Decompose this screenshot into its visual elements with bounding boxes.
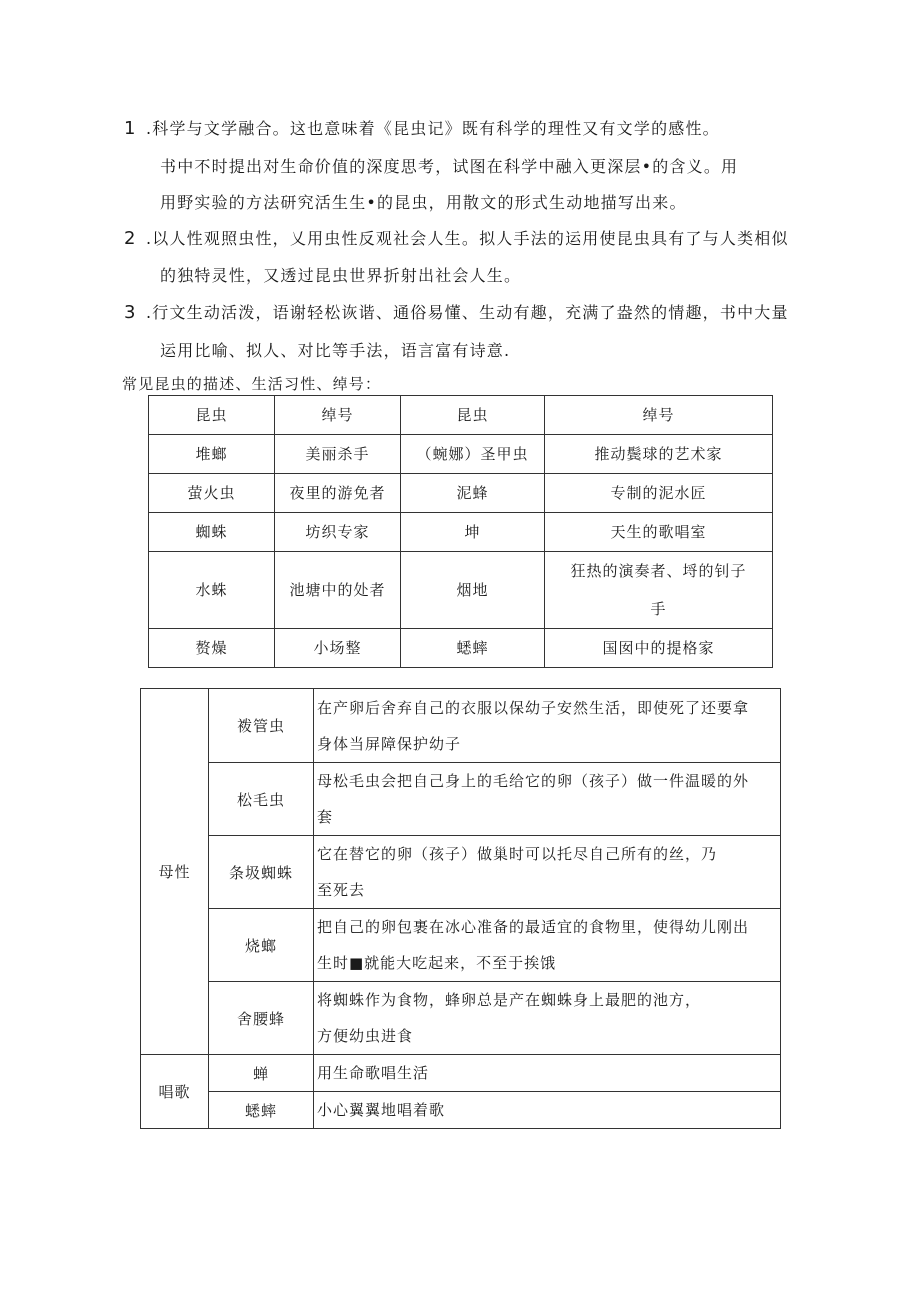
insect-cell: 舍腰蜂: [209, 982, 314, 1055]
nickname-line-1: 狂热的演奏者、埒的钊子: [570, 562, 747, 580]
trait-cell-singing: 唱歌: [141, 1055, 209, 1129]
description-line: 至死去: [317, 881, 366, 899]
nickname-cell: 天生的歌唱室: [545, 513, 773, 552]
insect-cell: 堆螂: [149, 435, 275, 474]
insect-cell: 蝉: [209, 1055, 314, 1092]
nickname-cell: 国囡中的提格家: [545, 629, 773, 668]
point-3-number: 3: [124, 302, 136, 323]
description-cell: [314, 909, 781, 982]
nickname-cell: 专制的泥水匠: [545, 474, 773, 513]
point-2-number: 2: [124, 228, 136, 249]
table-row: [149, 435, 773, 474]
table-row: [141, 982, 781, 1055]
header-nickname-2: 绰号: [545, 396, 773, 435]
table-row: [149, 552, 773, 629]
trait-table: [140, 688, 781, 1129]
description-line: 生时■就能大吃起来，不至于挨饿: [317, 954, 557, 972]
header-insect-1: 昆虫: [149, 396, 275, 435]
nickname-cell: 夜里的游免者: [275, 474, 401, 513]
insect-cell: 坤: [401, 513, 545, 552]
point-1-line-1: [124, 116, 720, 139]
point-2-text: .以人性观照虫性，乂用虫性反观社会人生。拟人手法的运用使昆虫具有了与人类相似: [146, 229, 789, 248]
description-cell: 小心翼翼地唱着歌: [314, 1092, 781, 1129]
point-1-line-2: 书中不时提出对生命价值的深度思考，试图在科学中融入更深层•的含义。用: [160, 157, 739, 176]
point-3-text: .行文生动活泼，语谢轻松诙谐、通俗易懂、生动有趣，充满了盎然的情趣，书中大量: [146, 303, 789, 322]
insect-cell: 烧螂: [209, 909, 314, 982]
point-1-line-3: 用野实验的方法研究活生生•的昆虫，用散文的形式生动地描写出来。: [160, 193, 687, 212]
table-row: [149, 629, 773, 668]
point-1-number: 1: [124, 118, 136, 139]
header-nickname-1: 绰号: [275, 396, 401, 435]
table-row: [149, 513, 773, 552]
insect-cell: 袯管虫: [209, 689, 314, 763]
description-cell: [314, 689, 781, 763]
insect-cell: （蜿娜）圣甲虫: [401, 435, 545, 474]
table-row: [141, 1055, 781, 1092]
table-row: [141, 763, 781, 836]
point-3-line-2: 运用比喻、拟人、对比等手法，语言富有诗意.: [160, 341, 511, 360]
insect-cell: 水蛛: [149, 552, 275, 629]
point-2-line-2: 的独特灵性，又透过昆虫世界折射出社会人生。: [160, 266, 522, 285]
nickname-cell: 池塘中的处者: [275, 552, 401, 629]
description-cell: [314, 836, 781, 909]
description-line: 将蜘蛛作为食物，蜂卵总是产在蜘蛛身上最肥的池方，: [317, 991, 702, 1009]
table-header-row: [149, 396, 773, 435]
description-line: 方便幼虫进食: [317, 1027, 414, 1045]
description-line: 它在替它的卵（孩子）做巢时可以托尽自己所有的丝，乃: [317, 845, 718, 863]
description-cell: [314, 763, 781, 836]
nickname-cell: 推动鬓球的艺术家: [545, 435, 773, 474]
insect-cell: 蟋蟀: [401, 629, 545, 668]
insect-cell: 泥蜂: [401, 474, 545, 513]
nickname-cell: 美丽杀手: [275, 435, 401, 474]
description-line: 在产卵后舍弃自己的衣服以保幼子安然生活，即使死了还要拿: [317, 698, 750, 717]
description-cell: 用生命歌唱生活: [314, 1055, 781, 1092]
header-insect-2: 昆虫: [401, 396, 545, 435]
point-2-line-1: [124, 226, 789, 249]
table-row: [141, 836, 781, 909]
nickname-cell: 小场整: [275, 629, 401, 668]
description-line: 母松毛虫会把自己身上的毛给它的卵（孩子）做一件温暖的外: [317, 772, 750, 790]
point-3-line-1: [124, 300, 789, 323]
table-row: [141, 689, 781, 763]
insect-cell: 萤火虫: [149, 474, 275, 513]
nickname-line-2: 手: [650, 600, 667, 618]
description-line: 套: [317, 808, 334, 826]
insect-cell: 松毛虫: [209, 763, 314, 836]
trait-cell-maternal: 母性: [141, 689, 209, 1055]
insect-cell: 蜘蛛: [149, 513, 275, 552]
nickname-cell: 坊织专家: [275, 513, 401, 552]
point-1-text: .科学与文学融合。这也意味着《昆虫记》既有科学的理性又有文学的感性。: [146, 119, 720, 138]
table-row: [141, 909, 781, 982]
insect-cell: 烟地: [401, 552, 545, 629]
insect-cell: 赘燥: [149, 629, 275, 668]
table-row: [141, 1092, 781, 1129]
description-cell: [314, 982, 781, 1055]
nickname-cell: [545, 552, 773, 629]
insect-cell: 蟋蟀: [209, 1092, 314, 1129]
insect-cell: 条圾蜘蛛: [209, 836, 314, 909]
nickname-table: [148, 395, 773, 668]
section-heading: 常见昆虫的描述、生活习性、绰号：: [122, 375, 382, 393]
table-row: [149, 474, 773, 513]
description-line: 身体当屏障保护幼子: [317, 734, 462, 753]
description-line: 把自己的卵包裹在冰心准备的最适宜的食物里，使得幼儿刚出: [317, 918, 750, 936]
